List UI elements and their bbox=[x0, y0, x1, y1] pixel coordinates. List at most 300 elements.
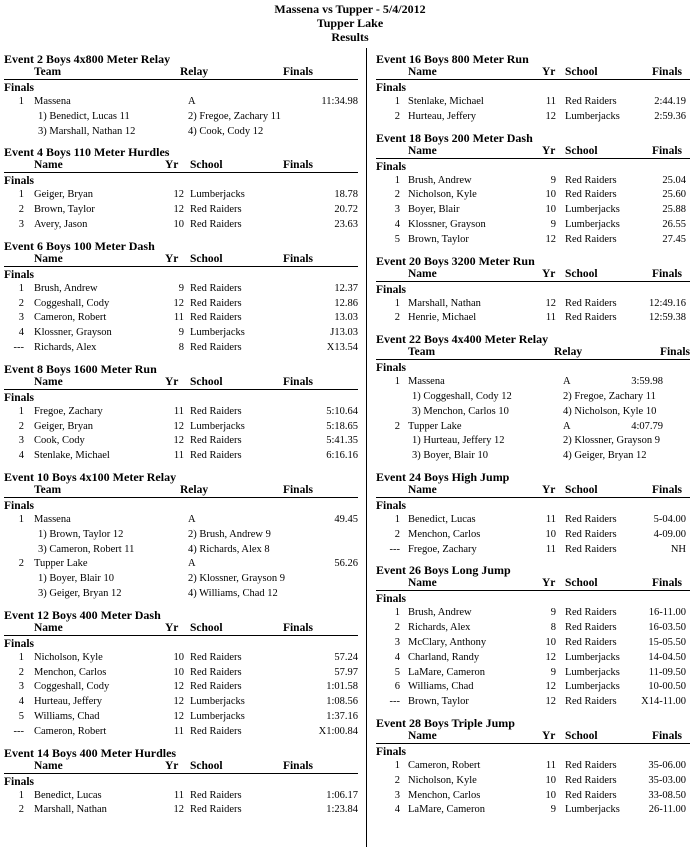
athlete-year: 11 bbox=[173, 725, 184, 737]
result-row bbox=[376, 203, 690, 218]
relay-legs-row bbox=[4, 528, 358, 543]
header-name: Name bbox=[408, 144, 437, 157]
header-school: School bbox=[565, 66, 598, 78]
athlete-name: Richards, Alex bbox=[34, 341, 97, 353]
athlete-name: Avery, Jason bbox=[34, 218, 88, 230]
athlete-year: 8 bbox=[550, 622, 556, 634]
result-mark: 10-00.50 bbox=[648, 681, 686, 693]
header-name: Name bbox=[34, 159, 63, 172]
event-title: Event 24 Boys High Jump bbox=[376, 469, 510, 484]
result-mark: 25.60 bbox=[662, 189, 686, 201]
header-yr: Yr bbox=[542, 66, 556, 78]
athlete-name: Coggeshall, Cody bbox=[34, 681, 110, 693]
result-mark: 5:18.65 bbox=[326, 420, 358, 432]
header-finals: Finals bbox=[282, 252, 313, 265]
place: 4 bbox=[18, 450, 24, 462]
athlete-school: Red Raiders bbox=[565, 96, 617, 107]
athlete-school: Red Raiders bbox=[565, 174, 617, 186]
result-mark: 1:37.16 bbox=[326, 710, 358, 722]
team-name: Massena bbox=[34, 513, 71, 525]
athlete-year: 10 bbox=[545, 789, 556, 801]
header-yr: Yr bbox=[542, 144, 556, 157]
header-relay: Relay bbox=[554, 346, 583, 359]
finals-label: Finals bbox=[376, 593, 407, 606]
finals-label: Finals bbox=[4, 268, 35, 281]
athlete-name: Williams, Chad bbox=[34, 710, 100, 722]
athlete-year: 11 bbox=[173, 450, 184, 462]
relay-legs-row bbox=[4, 125, 358, 140]
athlete-year: 10 bbox=[545, 189, 556, 201]
place: 2 bbox=[18, 297, 24, 309]
event-block bbox=[4, 470, 358, 602]
header-name: Name bbox=[408, 729, 437, 742]
header-school: School bbox=[565, 577, 598, 590]
athlete-name: Brown, Taylor bbox=[408, 696, 469, 708]
column-header bbox=[376, 577, 690, 591]
athlete-year: 12 bbox=[173, 297, 184, 309]
relay-legs-row bbox=[376, 405, 690, 420]
result-mark: 49.45 bbox=[334, 513, 358, 525]
column-header bbox=[376, 145, 690, 159]
meet-title: Massena vs Tupper - 5/4/2012 bbox=[274, 2, 426, 16]
header-team: Team bbox=[34, 483, 62, 496]
athlete-school: Red Raiders bbox=[190, 435, 242, 447]
result-row bbox=[376, 636, 690, 651]
place: 4 bbox=[18, 327, 24, 339]
athlete-name: Menchon, Carlos bbox=[408, 789, 481, 801]
finals-label: Finals bbox=[376, 283, 407, 296]
athlete-name: LaMare, Cameron bbox=[408, 666, 485, 678]
athlete-school: Red Raiders bbox=[565, 622, 617, 634]
athlete-school: Red Raiders bbox=[190, 218, 242, 230]
athlete-year: 12 bbox=[173, 696, 184, 708]
relay-legs-row bbox=[4, 110, 358, 125]
result-row bbox=[376, 420, 690, 435]
result-row bbox=[4, 420, 358, 435]
event-title: Event 26 Boys Long Jump bbox=[376, 563, 511, 578]
relay-leg: 2) Brush, Andrew 9 bbox=[188, 528, 271, 540]
athlete-year: 9 bbox=[178, 282, 184, 294]
result-row bbox=[4, 449, 358, 464]
athlete-school: Red Raiders bbox=[190, 681, 242, 693]
result-row bbox=[4, 434, 358, 449]
place: 1 bbox=[18, 405, 24, 417]
athlete-name: Fregoe, Zachary bbox=[408, 543, 477, 555]
place: 3 bbox=[18, 681, 24, 693]
place: 2 bbox=[18, 804, 24, 816]
place: 1 bbox=[18, 789, 24, 801]
result-mark: 25.88 bbox=[662, 204, 686, 216]
header-finals: Finals bbox=[282, 483, 313, 496]
result-row bbox=[4, 311, 358, 326]
athlete-year: 11 bbox=[545, 759, 556, 771]
place: --- bbox=[389, 696, 400, 708]
result-row bbox=[376, 95, 690, 110]
team-name: Tupper Lake bbox=[34, 558, 88, 570]
relay-leg: 2) Klossner, Grayson 9 bbox=[188, 573, 285, 585]
athlete-school: Red Raiders bbox=[190, 450, 242, 462]
result-row bbox=[4, 203, 358, 218]
event-block bbox=[4, 608, 358, 740]
result-mark: 14-04.50 bbox=[648, 651, 686, 663]
result-row bbox=[4, 803, 358, 818]
header-name: Name bbox=[408, 483, 437, 496]
relay-legs-row bbox=[4, 587, 358, 602]
athlete-school: Red Raiders bbox=[565, 233, 617, 245]
result-row bbox=[4, 188, 358, 203]
place: 2 bbox=[18, 558, 24, 570]
result-mark: 27.45 bbox=[662, 233, 686, 245]
event-block bbox=[4, 362, 358, 464]
athlete-year: 12 bbox=[173, 420, 184, 432]
athlete-school: Lumberjacks bbox=[565, 666, 620, 678]
athlete-school: Lumberjacks bbox=[565, 681, 620, 693]
header-finals: Finals bbox=[282, 621, 313, 634]
place: 3 bbox=[394, 204, 400, 216]
relay-letter: A bbox=[563, 376, 571, 388]
relay-leg: 1) Brown, Taylor 12 bbox=[38, 528, 124, 540]
athlete-school: Lumberjacks bbox=[565, 804, 620, 816]
header-finals: Finals bbox=[282, 159, 313, 172]
finals-label: Finals bbox=[376, 499, 407, 512]
event-block bbox=[376, 470, 690, 557]
athlete-year: 10 bbox=[173, 651, 184, 663]
place: 1 bbox=[18, 189, 24, 201]
result-row bbox=[4, 282, 358, 297]
column-header bbox=[376, 268, 690, 282]
athlete-name: Richards, Alex bbox=[408, 622, 471, 634]
athlete-year: 10 bbox=[545, 774, 556, 786]
place: 2 bbox=[394, 420, 400, 432]
result-row bbox=[4, 651, 358, 666]
athlete-name: Brush, Andrew bbox=[408, 607, 472, 619]
result-mark: 15-05.50 bbox=[648, 636, 686, 648]
header-yr: Yr bbox=[542, 577, 556, 590]
athlete-school: Red Raiders bbox=[190, 405, 242, 417]
header-yr: Yr bbox=[165, 252, 179, 265]
athlete-school: Red Raiders bbox=[190, 789, 242, 801]
place: 2 bbox=[394, 774, 400, 786]
team-name: Massena bbox=[408, 376, 445, 388]
column-header bbox=[376, 346, 690, 360]
athlete-school: Lumberjacks bbox=[565, 204, 620, 216]
athlete-year: 12 bbox=[173, 204, 184, 216]
athlete-school: Red Raiders bbox=[565, 189, 617, 201]
column-header bbox=[376, 66, 690, 80]
result-row bbox=[4, 680, 358, 695]
athlete-name: Benedict, Lucas bbox=[408, 513, 476, 525]
result-mark: 6:16.16 bbox=[326, 450, 358, 462]
finals-label: Finals bbox=[376, 82, 407, 94]
athlete-name: Cook, Cody bbox=[34, 435, 85, 447]
place: 3 bbox=[394, 789, 400, 801]
athlete-name: Cameron, Robert bbox=[34, 312, 107, 324]
header-name: Name bbox=[408, 66, 437, 78]
relay-leg: 1) Coggeshall, Cody 12 bbox=[412, 390, 512, 402]
finals-label: Finals bbox=[4, 637, 35, 650]
result-row bbox=[376, 651, 690, 666]
header-school: School bbox=[565, 729, 598, 742]
result-mark: 11-09.50 bbox=[648, 666, 686, 678]
relay-leg: 1) Benedict, Lucas 11 bbox=[38, 110, 130, 122]
result-row bbox=[376, 803, 690, 818]
athlete-year: 9 bbox=[550, 218, 556, 230]
relay-letter: A bbox=[563, 420, 571, 432]
athlete-year: 9 bbox=[178, 327, 184, 339]
result-mark: 57.97 bbox=[334, 666, 358, 678]
result-row bbox=[4, 666, 358, 681]
athlete-name: Fregoe, Zachary bbox=[34, 405, 103, 417]
header-yr: Yr bbox=[542, 729, 556, 742]
athlete-year: 9 bbox=[550, 804, 556, 816]
athlete-name: LaMare, Cameron bbox=[408, 804, 485, 816]
result-row bbox=[376, 543, 690, 558]
athlete-year: 12 bbox=[545, 297, 556, 309]
result-row bbox=[376, 110, 690, 125]
event-block bbox=[376, 52, 690, 125]
left-column bbox=[4, 52, 358, 824]
place: 1 bbox=[18, 282, 24, 294]
athlete-school: Red Raiders bbox=[190, 725, 242, 737]
header-finals: Finals bbox=[282, 375, 313, 388]
event-block bbox=[4, 746, 358, 819]
place: 2 bbox=[18, 204, 24, 216]
relay-legs-row bbox=[376, 390, 690, 405]
athlete-name: Brush, Andrew bbox=[34, 282, 98, 294]
athlete-year: 9 bbox=[550, 174, 556, 186]
athlete-year: 10 bbox=[545, 636, 556, 648]
athlete-name: Henrie, Michael bbox=[408, 312, 477, 324]
athlete-school: Red Raiders bbox=[190, 341, 242, 353]
header-name: Name bbox=[34, 252, 63, 265]
athlete-year: 12 bbox=[545, 681, 556, 693]
header-yr: Yr bbox=[165, 621, 179, 634]
result-mark: 16-11.00 bbox=[648, 607, 686, 619]
relay-leg: 1) Hurteau, Jeffery 12 bbox=[412, 435, 505, 447]
result-row bbox=[4, 710, 358, 725]
result-row bbox=[376, 297, 690, 312]
athlete-school: Lumberjacks bbox=[190, 189, 245, 201]
athlete-year: 12 bbox=[545, 651, 556, 663]
column-header bbox=[4, 253, 358, 267]
place: 3 bbox=[394, 636, 400, 648]
athlete-year: 12 bbox=[173, 804, 184, 816]
column-header bbox=[4, 376, 358, 390]
right-column bbox=[376, 52, 690, 824]
athlete-school: Red Raiders bbox=[565, 543, 617, 555]
result-row bbox=[376, 606, 690, 621]
athlete-school: Lumberjacks bbox=[190, 420, 245, 432]
relay-legs-row bbox=[376, 449, 690, 464]
finals-label: Finals bbox=[4, 175, 35, 188]
athlete-name: Menchon, Carlos bbox=[34, 666, 107, 678]
result-mark: 3:59.98 bbox=[631, 376, 663, 388]
athlete-name: Nicholson, Kyle bbox=[34, 651, 103, 663]
athlete-name: Williams, Chad bbox=[408, 681, 474, 693]
header-school: School bbox=[565, 483, 598, 496]
event-title: Event 12 Boys 400 Meter Dash bbox=[4, 607, 161, 622]
result-mark: 11:34.98 bbox=[321, 96, 358, 107]
result-row bbox=[376, 513, 690, 528]
result-mark: X13.54 bbox=[326, 341, 358, 353]
result-row bbox=[376, 621, 690, 636]
result-mark: 5-04.00 bbox=[653, 513, 686, 525]
place: 1 bbox=[18, 96, 24, 107]
athlete-name: Menchon, Carlos bbox=[408, 528, 481, 540]
header-school: School bbox=[565, 144, 598, 157]
result-mark: 1:06.17 bbox=[326, 789, 358, 801]
place: --- bbox=[389, 543, 400, 555]
event-block bbox=[4, 52, 358, 139]
column-divider bbox=[366, 48, 367, 847]
result-mark: 12.37 bbox=[334, 282, 358, 294]
relay-leg: 4) Geiger, Bryan 12 bbox=[563, 450, 647, 462]
athlete-name: Hurteau, Jeffery bbox=[34, 696, 103, 708]
event-block bbox=[376, 131, 690, 248]
place: 1 bbox=[18, 651, 24, 663]
result-mark: 33-08.50 bbox=[648, 789, 686, 801]
header-yr: Yr bbox=[165, 759, 179, 772]
result-mark: 13.03 bbox=[334, 312, 358, 324]
header-finals: Finals bbox=[651, 66, 682, 78]
place: 1 bbox=[394, 376, 400, 388]
athlete-year: 12 bbox=[173, 435, 184, 447]
athlete-year: 10 bbox=[173, 666, 184, 678]
header-school: School bbox=[190, 159, 223, 172]
column-header bbox=[4, 760, 358, 774]
place: 1 bbox=[394, 607, 400, 619]
relay-legs-row bbox=[4, 543, 358, 558]
header-finals: Finals bbox=[651, 483, 682, 496]
relay-leg: 1) Boyer, Blair 10 bbox=[38, 573, 114, 585]
result-mark: 20.72 bbox=[334, 204, 358, 216]
header-relay: Relay bbox=[180, 66, 209, 78]
event-block bbox=[4, 145, 358, 232]
athlete-school: Red Raiders bbox=[565, 297, 617, 309]
column-header bbox=[4, 159, 358, 173]
result-mark: NH bbox=[670, 543, 686, 555]
place: 2 bbox=[394, 189, 400, 201]
athlete-school: Red Raiders bbox=[190, 666, 242, 678]
athlete-name: Geiger, Bryan bbox=[34, 189, 94, 201]
athlete-school: Red Raiders bbox=[565, 528, 617, 540]
result-mark: 1:23.84 bbox=[326, 804, 358, 816]
place: 4 bbox=[394, 804, 400, 816]
event-title: Event 4 Boys 110 Meter Hurdles bbox=[4, 145, 170, 160]
result-row bbox=[376, 233, 690, 248]
relay-letter: A bbox=[188, 513, 196, 525]
result-row bbox=[4, 695, 358, 710]
finals-label: Finals bbox=[376, 745, 407, 758]
athlete-year: 9 bbox=[550, 666, 556, 678]
header-school: School bbox=[190, 759, 223, 772]
athlete-year: 11 bbox=[173, 312, 184, 324]
athlete-year: 11 bbox=[173, 405, 184, 417]
event-block bbox=[376, 332, 690, 464]
athlete-school: Lumberjacks bbox=[565, 110, 620, 122]
event-title: Event 16 Boys 800 Meter Run bbox=[376, 52, 529, 66]
athlete-school: Red Raiders bbox=[190, 282, 242, 294]
header-finals: Finals bbox=[659, 346, 690, 359]
header-team: Team bbox=[408, 346, 436, 359]
result-row bbox=[376, 528, 690, 543]
result-mark: 35-06.00 bbox=[648, 759, 686, 771]
column-header bbox=[4, 484, 358, 498]
place: 2 bbox=[394, 312, 400, 324]
place: 2 bbox=[18, 666, 24, 678]
athlete-school: Red Raiders bbox=[190, 312, 242, 324]
athlete-school: Red Raiders bbox=[565, 636, 617, 648]
result-row bbox=[4, 341, 358, 356]
result-row bbox=[4, 557, 358, 572]
athlete-year: 12 bbox=[173, 189, 184, 201]
header-yr: Yr bbox=[542, 267, 556, 280]
place: 3 bbox=[18, 312, 24, 324]
place: 1 bbox=[394, 759, 400, 771]
result-mark: 26-11.00 bbox=[648, 804, 686, 816]
place: 1 bbox=[394, 297, 400, 309]
result-mark: 2:59.36 bbox=[654, 110, 686, 122]
relay-legs-row bbox=[376, 434, 690, 449]
athlete-school: Red Raiders bbox=[190, 204, 242, 216]
finals-label: Finals bbox=[4, 82, 35, 94]
athlete-school: Red Raiders bbox=[565, 513, 617, 525]
event-block bbox=[4, 239, 358, 356]
athlete-school: Lumberjacks bbox=[190, 327, 245, 339]
result-mark: 56.26 bbox=[334, 558, 358, 570]
athlete-year: 12 bbox=[545, 233, 556, 245]
result-mark: X14-11.00 bbox=[641, 696, 686, 708]
header-yr: Yr bbox=[542, 483, 556, 496]
place: 2 bbox=[394, 528, 400, 540]
finals-label: Finals bbox=[4, 775, 35, 788]
athlete-name: Klossner, Grayson bbox=[408, 218, 486, 230]
header-name: Name bbox=[34, 375, 63, 388]
athlete-school: Lumberjacks bbox=[565, 651, 620, 663]
result-mark: 5:10.64 bbox=[326, 405, 358, 417]
result-row bbox=[376, 759, 690, 774]
athlete-year: 9 bbox=[550, 607, 556, 619]
athlete-year: 11 bbox=[545, 543, 556, 555]
result-mark: 18.78 bbox=[334, 189, 358, 201]
place: --- bbox=[13, 341, 24, 353]
relay-leg: 3) Marshall, Nathan 12 bbox=[38, 125, 136, 137]
column-header bbox=[4, 622, 358, 636]
result-row bbox=[376, 695, 690, 710]
result-row bbox=[376, 311, 690, 326]
athlete-year: 11 bbox=[545, 513, 556, 525]
place: 6 bbox=[394, 681, 400, 693]
result-mark: 26.55 bbox=[662, 218, 686, 230]
athlete-school: Red Raiders bbox=[565, 774, 617, 786]
athlete-school: Lumberjacks bbox=[190, 696, 245, 708]
header-name: Name bbox=[34, 621, 63, 634]
relay-letter: A bbox=[188, 96, 196, 107]
header-finals: Finals bbox=[651, 267, 682, 280]
athlete-year: 12 bbox=[545, 110, 556, 122]
place: 1 bbox=[394, 174, 400, 186]
relay-leg: 2) Fregoe, Zachary 11 bbox=[563, 390, 656, 402]
event-title: Event 10 Boys 4x100 Meter Relay bbox=[4, 469, 177, 484]
header-finals: Finals bbox=[651, 144, 682, 157]
athlete-school: Red Raiders bbox=[565, 789, 617, 801]
athlete-name: Brush, Andrew bbox=[408, 174, 472, 186]
header-name: Name bbox=[408, 267, 437, 280]
athlete-school: Red Raiders bbox=[190, 804, 242, 816]
place: 5 bbox=[394, 666, 400, 678]
athlete-year: 11 bbox=[545, 96, 556, 107]
header-finals: Finals bbox=[651, 577, 682, 590]
